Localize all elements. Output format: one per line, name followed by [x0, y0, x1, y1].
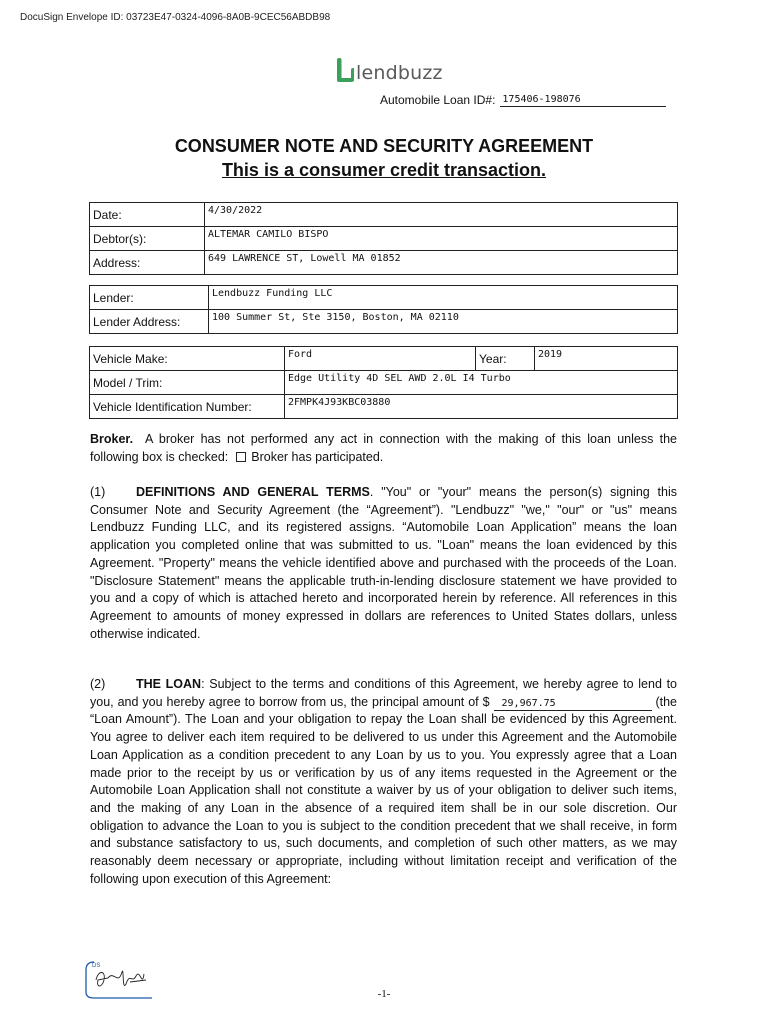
- vin-label: Vehicle Identification Number:: [90, 395, 285, 419]
- debtor-value: ALTEMAR CAMILO BISPO: [205, 227, 678, 251]
- loan-amount-value: 29,967.75: [494, 698, 652, 711]
- document-title: CONSUMER NOTE AND SECURITY AGREEMENT: [174, 136, 594, 156]
- table-row: [90, 251, 678, 275]
- section-1-heading: DEFINITIONS AND GENERAL TERMS: [136, 485, 370, 499]
- vehicle-table: [89, 346, 678, 419]
- lender-table: [89, 285, 678, 334]
- loan-id-label: Automobile Loan ID#:: [380, 93, 496, 107]
- lender-address-label: Lender Address:: [90, 310, 209, 334]
- section-definitions: [90, 484, 677, 643]
- section-2-heading: THE LOAN: [136, 677, 202, 691]
- section-2-number: (2): [90, 677, 106, 691]
- borrower-table: [89, 202, 678, 275]
- date-label: Date:: [90, 203, 205, 227]
- vehicle-make-label: Vehicle Make:: [90, 347, 285, 371]
- section-loan: [90, 676, 677, 888]
- broker-checkbox[interactable]: [236, 452, 246, 462]
- broker-checkbox-label: Broker has participated.: [251, 449, 384, 464]
- lender-address-value: 100 Summer St, Ste 3150, Boston, MA 02110: [209, 310, 678, 334]
- lendbuzz-logo: [336, 55, 443, 83]
- section-1-text: . "You" or "your" means the person(s) signing this Consumer Note and Security Agreement (the “Agreement”). "Lendbuzz" "we," "our" or "us" means Lendbuzz Funding LLC, and its registered assigns. “Automobile Loan Application” means the loan application you completed online that was submitted to us. "Loan" means the loan evidenced by this Agreement. "Property" means the vehicle identified above and purchased with the proceeds of the Loan. "Disclosure Statement" means the applicable truth-in-lending disclosure statement we have provided to you and a copy of which is attached hereto and incorporated herein by reference. All references in this Agreement to amounts of money expressed in dollars are references to United States dollars, unless otherwise indicated.: [90, 485, 677, 641]
- vehicle-make-value: Ford: [285, 347, 476, 371]
- section-2-text-b: (the “Loan Amount”). The Loan and your obligation to repay the Loan shall be evidenced by this Agreement. You agree to deliver each item required to be delivered to us under this Agreement and the Automobile Loan Application as a condition precedent to any Loan by us to you. You expressly agree that a Loan made prior to the receipt by us or verification by us of any items requested in the Agreement or the Automobile Loan Application shall not constitute a waiver by us of your obligation to deliver such items, and the making of any Loan in the absence of a required item shall be in our sole discretion. Our obligation to advance the Loan to you is subject to the condition precedent that we shall receive, in form and substance satisfactory to us, such documents, and completion of such other matters, as we may reasonably deem necessary or appropriate, including without limitation receipt and verification of the following upon execution of this Agreement:: [90, 694, 678, 886]
- broker-paragraph: [90, 431, 677, 466]
- page-number: -1-: [377, 988, 391, 1000]
- model-value: Edge Utility 4D SEL AWD 2.0L I4 Turbo: [285, 371, 678, 395]
- debtor-label: Debtor(s):: [90, 227, 205, 251]
- date-value: 4/30/2022: [205, 203, 678, 227]
- table-row: [90, 347, 678, 371]
- broker-heading: Broker.: [90, 432, 134, 446]
- table-row: [90, 286, 678, 310]
- year-label: Year:: [476, 347, 535, 371]
- broker-text: A broker has not performed any act in connection with the making of this loan unless the following box is checked:: [90, 432, 677, 464]
- docusign-envelope-id: DocuSign Envelope ID: 03723E47-0324-4096-8A0B-9CEC56ABDB98: [20, 12, 331, 23]
- model-label: Model / Trim:: [90, 371, 285, 395]
- loan-id-value: 175406-198076: [500, 93, 666, 107]
- table-row: [90, 227, 678, 251]
- lendbuzz-mark-icon: [336, 57, 354, 83]
- loan-id-field: [380, 93, 666, 107]
- vin-value: 2FMPK4J93KBC03880: [285, 395, 678, 419]
- lender-label: Lender:: [90, 286, 209, 310]
- logo-text: lendbuzz: [356, 62, 443, 84]
- lender-value: Lendbuzz Funding LLC: [209, 286, 678, 310]
- address-value: 649 LAWRENCE ST, Lowell MA 01852: [205, 251, 678, 275]
- section-1-number: (1): [90, 485, 106, 499]
- table-row: [90, 371, 678, 395]
- table-row: [90, 203, 678, 227]
- table-row: [90, 395, 678, 419]
- table-row: [90, 310, 678, 334]
- year-value: 2019: [535, 347, 678, 371]
- address-label: Address:: [90, 251, 205, 275]
- section-2-text-a: : Subject to the terms and conditions of this Agreement, we hereby agree to lend to you, and you hereby agree to borrow from us, the principal amount of $: [90, 677, 677, 709]
- document-subtitle: This is a consumer credit transaction.: [221, 160, 547, 180]
- initials-ds-label: DS: [92, 963, 101, 969]
